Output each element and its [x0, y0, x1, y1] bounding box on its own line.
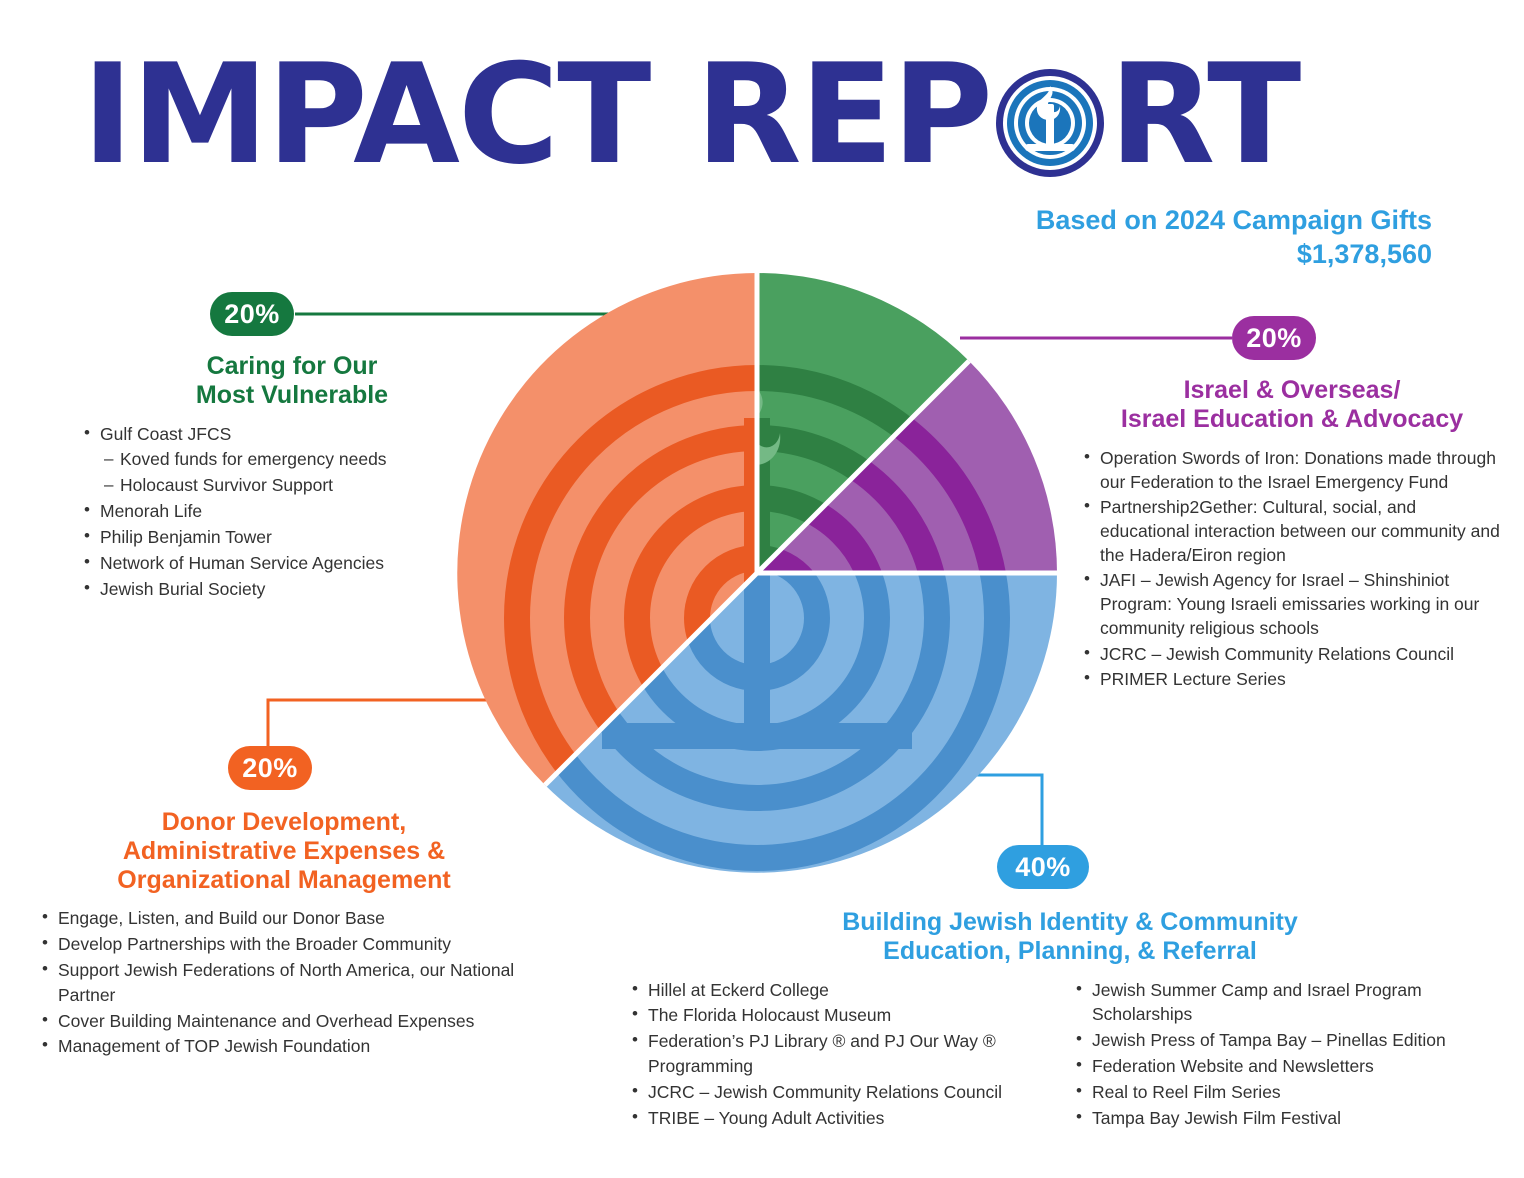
page-title-part2: RT: [1109, 34, 1300, 195]
callout-panel-building: [630, 908, 1510, 1132]
list-item: • Federation’s PJ Library ® and PJ Our Way ® Programming: [630, 1029, 1040, 1079]
callout-heading-caring-line2: Most Vulnerable: [195, 380, 389, 409]
list-item: • JCRC – Jewish Community Relations Council: [1082, 642, 1502, 666]
list-item: • Jewish Burial Society: [82, 577, 502, 602]
list-item: • Partnership2Gether: Cultural, social, and educational interaction between our community and the Hadera/Eiron region: [1082, 495, 1502, 567]
list-item: • PRIMER Lecture Series: [1082, 667, 1502, 691]
callout-heading-donor-line3: Organizational Management: [117, 865, 451, 894]
list-item: • Operation Swords of Iron: Donations made through our Federation to the Israel Emergency Fund: [1082, 446, 1502, 494]
list-item: • TRIBE – Young Adult Activities: [630, 1106, 1040, 1131]
campaign-basis-label: Based on 2024 Campaign Gifts: [1035, 205, 1432, 235]
list-item: – Holocaust Survivor Support: [82, 473, 502, 498]
page-title: [82, 34, 1442, 195]
percent-badge-caring: 20%: [210, 292, 294, 336]
callout-heading-donor: [40, 808, 528, 894]
callout-list-building-right: [1074, 978, 1484, 1132]
percent-badge-building: 40%: [997, 845, 1089, 889]
callout-panel-israel: [1082, 376, 1502, 692]
callout-heading-israel: [1082, 376, 1502, 434]
list-item: • The Florida Holocaust Museum: [630, 1003, 1040, 1028]
list-item: • JAFI – Jewish Agency for Israel – Shinshiniot Program: Young Israeli emissaries working in our community religious schools: [1082, 568, 1502, 640]
list-item: • Support Jewish Federations of North America, our National Partner: [40, 958, 528, 1008]
menorah-logo-icon: [995, 68, 1105, 178]
list-item: • Develop Partnerships with the Broader Community: [40, 932, 528, 957]
callout-heading-donor-line1: Donor Development,: [161, 808, 407, 836]
page-title-part1: IMPACT REP: [82, 34, 992, 195]
list-item: • Menorah Life: [82, 499, 502, 524]
callout-heading-building: [630, 908, 1510, 966]
list-item: – Koved funds for emergency needs: [82, 447, 502, 472]
callout-heading-israel-line1: Israel & Overseas/: [1183, 376, 1401, 404]
callout-panel-donor: [40, 808, 528, 1060]
callout-heading-building-line2: Education, Planning, & Referral: [883, 936, 1257, 965]
callout-list-caring: [82, 422, 502, 602]
list-item: • Gulf Coast JFCS: [82, 422, 502, 447]
report-header: [82, 34, 1442, 269]
callout-heading-caring-line1: Caring for Our: [206, 352, 378, 380]
list-item: • Management of TOP Jewish Foundation: [40, 1034, 528, 1059]
callout-heading-israel-line2: Israel Education & Advocacy: [1120, 404, 1464, 433]
callout-heading-donor-line2: Administrative Expenses &: [122, 836, 446, 865]
percent-badge-israel: 20%: [1232, 316, 1316, 360]
callout-list-donor: [40, 906, 528, 1059]
campaign-subtitle: [1036, 204, 1432, 272]
campaign-total-amount: $1,378,560: [1296, 238, 1432, 269]
callout-heading-caring: [82, 352, 502, 410]
impact-pie-chart: [452, 268, 1062, 878]
list-item: • Federation Website and Newsletters: [1074, 1054, 1484, 1079]
callout-panel-caring: [82, 352, 502, 602]
list-item: • Engage, Listen, and Build our Donor Base: [40, 906, 528, 931]
list-item: • Philip Benjamin Tower: [82, 525, 502, 550]
callout-heading-building-line1: Building Jewish Identity & Community: [842, 908, 1298, 936]
callout-list-israel: [1082, 446, 1502, 691]
callout-list-building-left: [630, 978, 1040, 1132]
list-item: • Tampa Bay Jewish Film Festival: [1074, 1106, 1484, 1131]
list-item: • JCRC – Jewish Community Relations Council: [630, 1080, 1040, 1105]
percent-badge-donor: 20%: [228, 746, 312, 790]
list-item: • Jewish Press of Tampa Bay – Pinellas Edition: [1074, 1028, 1484, 1053]
list-item: • Real to Reel Film Series: [1074, 1080, 1484, 1105]
list-item: • Cover Building Maintenance and Overhead Expenses: [40, 1009, 528, 1034]
list-item: • Jewish Summer Camp and Israel Program Scholarships: [1074, 978, 1484, 1028]
list-item: • Hillel at Eckerd College: [630, 978, 1040, 1003]
list-item: • Network of Human Service Agencies: [82, 551, 502, 576]
